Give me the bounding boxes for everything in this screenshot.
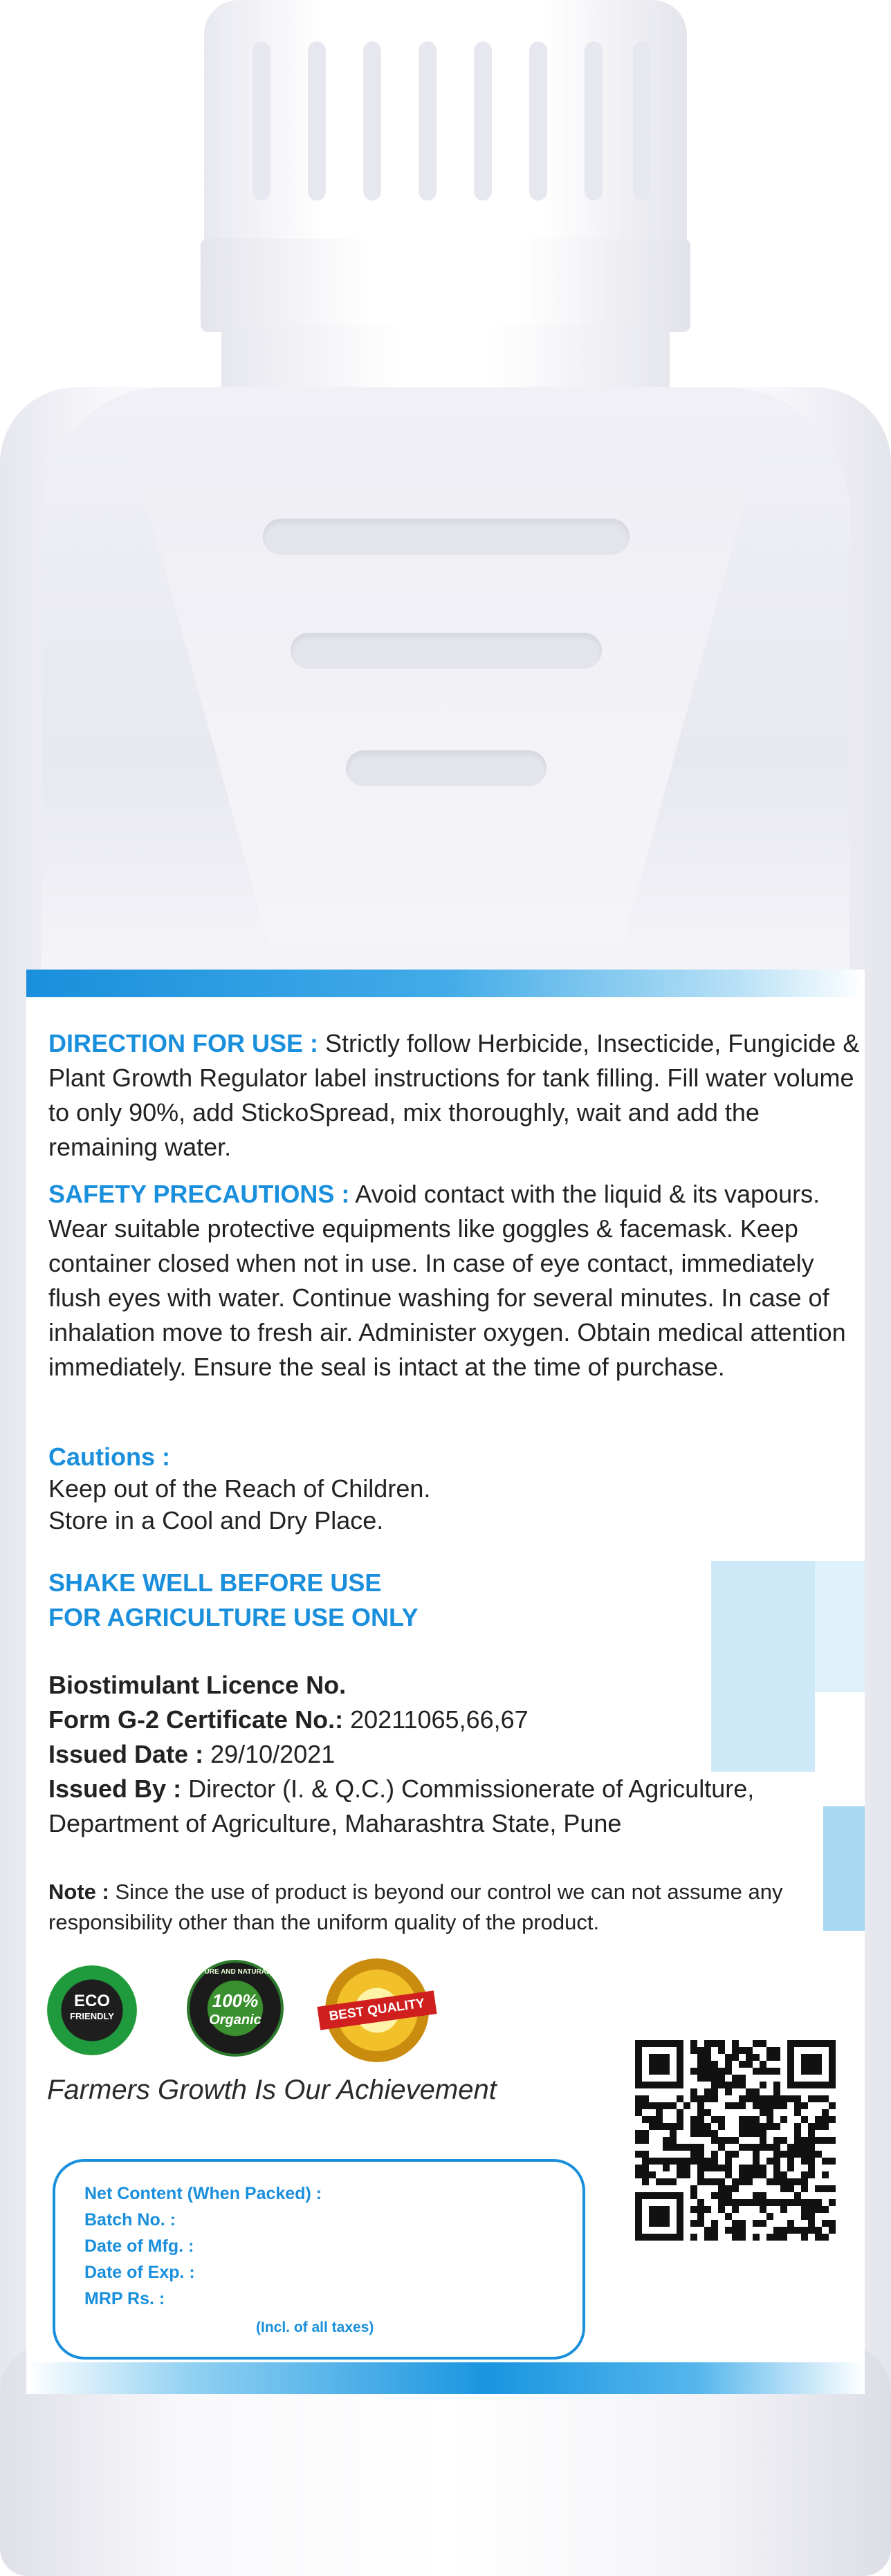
- cap-seal-ring: [201, 239, 690, 332]
- cap-rib: [363, 41, 381, 201]
- agriculture-line: FOR AGRICULTURE USE ONLY: [48, 1603, 419, 1631]
- direction-body: Strictly follow Herbicide, Insecticide, Fungicide & Plant Growth Regulator label instructions for tank filling. Fill water volume to only 90%, add StickoSpread, mix thoroughly, wait and add the remaining water.: [48, 1029, 860, 1161]
- eco-badge-line: ECO: [73, 1992, 110, 2010]
- form-value: 20211065,66,67: [343, 1705, 529, 1734]
- licence-title: Biostimulant Licence No.: [48, 1671, 347, 1699]
- eco-badge-line: FRIENDLY: [70, 2011, 114, 2021]
- form-label: Form G-2 Certificate No.:: [48, 1705, 344, 1734]
- packing-info-box: [53, 2159, 585, 2360]
- issued-by-label: Issued By :: [48, 1775, 182, 1803]
- cautions-line: Keep out of the Reach of Children.: [48, 1474, 431, 1503]
- safety-body: Avoid contact with the liquid & its vapours. Wear suitable protective equipments like goggles & facemask. Keep container closed when not in use. In case of eye contact, immediately flush eyes with water. Continue washing for several minutes. In case of inhalation move to fresh air. Administer oxygen. Obtain medical attention immediately. Ensure the seal is intact at the time of purchase.: [48, 1180, 846, 1381]
- cap-rib: [585, 41, 603, 201]
- cautions: [48, 1440, 865, 1538]
- batch-label: Batch No. :: [84, 2210, 176, 2230]
- shake-line: SHAKE WELL BEFORE USE: [48, 1568, 382, 1597]
- organic-badge: [187, 1960, 284, 2057]
- issued-date-label: Issued Date :: [48, 1740, 204, 1768]
- qr-code[interactable]: [635, 2040, 836, 2241]
- best-quality-text: BEST QUALITY: [317, 1990, 437, 2030]
- issued-by-value: Director (I. & Q.C.) Commissionerate of Agriculture, Department of Agriculture, Maharashtra State, Pune: [48, 1775, 755, 1837]
- qr-code-graphic: [635, 2040, 836, 2241]
- direction-for-use: [48, 1026, 865, 1165]
- cap-rib: [419, 41, 437, 201]
- label-top-stripe: [26, 970, 865, 997]
- cap-rib: [308, 41, 326, 201]
- taxes-note: (Incl. of all taxes): [256, 2319, 374, 2335]
- organic-pct: 100%: [212, 1990, 259, 2011]
- disclaimer-note: [48, 1877, 837, 1938]
- best-quality-badge: [325, 1958, 429, 2062]
- exp-date-label: Date of Exp. :: [84, 2263, 195, 2282]
- net-content-label: Net Content (When Packed) :: [84, 2184, 322, 2203]
- shake-warning: [48, 1566, 865, 1635]
- shoulder-groove: [346, 750, 546, 786]
- organic-word: Organic: [209, 2012, 261, 2028]
- mrp-label: MRP Rs. :: [84, 2289, 165, 2308]
- tagline: Farmers Growth Is Our Achievement: [47, 2075, 497, 2105]
- cautions-heading: Cautions :: [48, 1443, 170, 1471]
- shoulder-groove: [291, 633, 602, 669]
- cap-rib: [474, 41, 492, 201]
- note-body: Since the use of product is beyond our control we can not assume any responsibility other than the uniform quality of the product.: [48, 1880, 783, 1934]
- organic-ring-text: PURE AND NATURAL: [199, 1968, 271, 1976]
- issued-date-value: 29/10/2021: [203, 1740, 336, 1768]
- bottle-cap: [204, 0, 687, 249]
- safety-precautions: [48, 1177, 865, 1384]
- direction-heading: DIRECTION FOR USE :: [48, 1029, 319, 1057]
- product-label: [26, 970, 865, 2394]
- mfg-date-label: Date of Mfg. :: [84, 2236, 194, 2256]
- note-label: Note :: [48, 1880, 109, 1904]
- cap-rib: [633, 41, 651, 201]
- cap-rib: [252, 41, 270, 201]
- cautions-line: Store in a Cool and Dry Place.: [48, 1506, 384, 1535]
- safety-heading: SAFETY PRECAUTIONS :: [48, 1180, 350, 1208]
- eco-friendly-badge: [47, 1965, 137, 2055]
- cap-rib: [529, 41, 547, 201]
- label-bottom-stripe: [26, 2362, 865, 2394]
- licence-info: [48, 1668, 865, 1841]
- shoulder-groove: [263, 519, 630, 555]
